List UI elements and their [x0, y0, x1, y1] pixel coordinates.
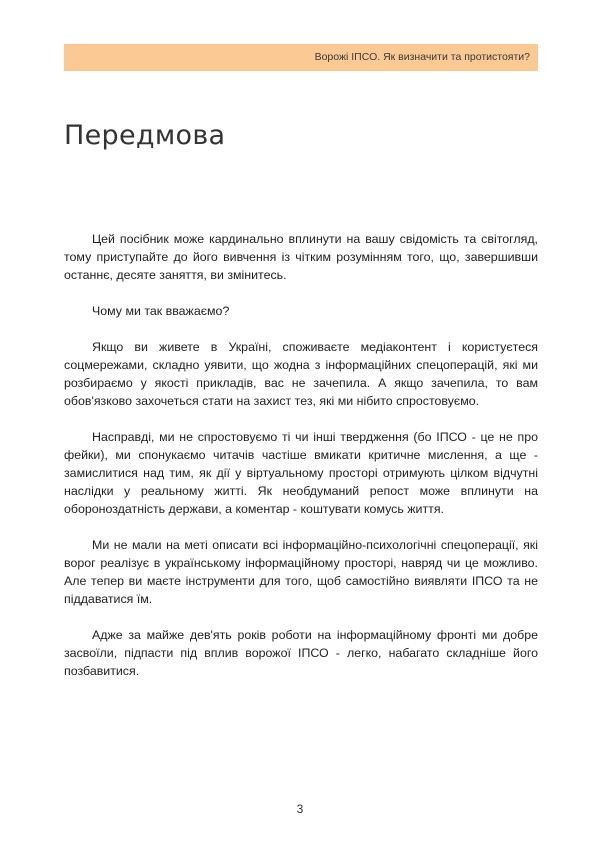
page-number: 3: [296, 802, 304, 816]
page-title: Передмова: [64, 120, 226, 151]
paragraph: Чому ми так вважаємо?: [92, 304, 230, 318]
paragraph: Ми не мали на меті описати всі інформаційно-психологічні спецоперації, які ворог реалізує в українському інформаційному просторі, навряд чи це можливо. Але тепер ви маєте інструменти для того, щоб самостійно виявляти ІПСО та не піддаватися їм.: [64, 538, 538, 606]
paragraph: Цей посібник може кардинально вплинути на вашу свідомість та світогляд, тому приступайте до його вивчення із чітким розумінням того, що, завершивши останнє, десяте заняття, ви змінитесь.: [64, 232, 538, 282]
paragraph: Насправді, ми не спростовуємо ті чи інші твердження (бо ІПСО - це не про фейки), ми спонукаємо читачів частіше вмикати критичне мислення, а ще - замислитися над тим, як дії у віртуальному просторі отримують цілком відчутні наслідки у реальному житті. Як необдуманий репост може вплинути на обороноздатність держави, а коментар - коштувати комусь життя.: [64, 430, 538, 516]
body-text: [64, 230, 538, 698]
running-header-band: [64, 44, 538, 71]
paragraph: Якщо ви живете в Україні, споживаєте медіаконтент і користуєтеся соцмережами, складно уявити, що жодна з інформаційних спецоперацій, які ми розбираємо у якості прикладів, вас не зачепила. А якщо зачепила, то вам обов'язково захочеться стати на захист тез, які ми нібито спростовуємо.: [64, 340, 538, 408]
running-header-title: Ворожі ІПСО. Як визначити та протистояти?: [314, 51, 530, 63]
paragraph: Адже за майже дев'ять років роботи на інформаційному фронті ми добре засвоїли, підпасти під вплив ворожої ІПСО - легко, набагато складніше його позбавитися.: [64, 628, 538, 678]
